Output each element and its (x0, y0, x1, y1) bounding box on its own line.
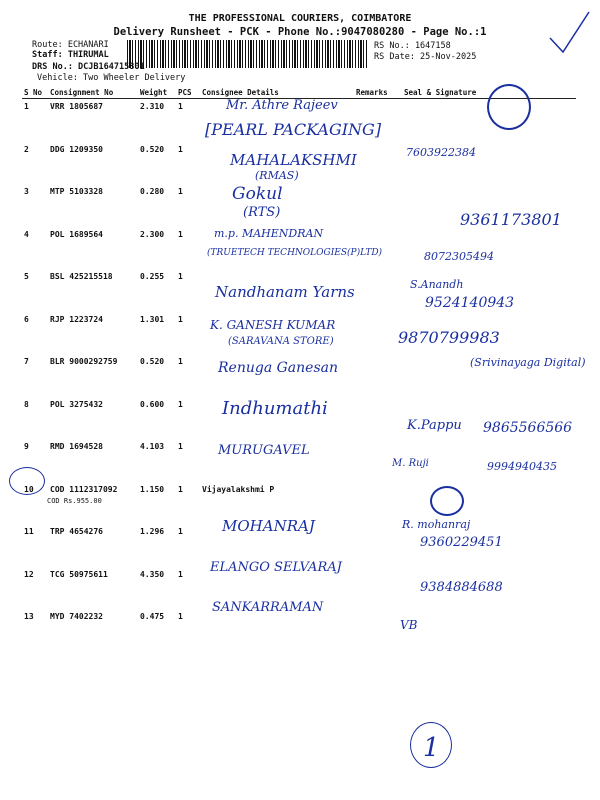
cell-weight: 0.255 (140, 272, 165, 281)
cell-remarks (354, 312, 402, 355)
cell-weight: 1.296 (140, 527, 165, 536)
hw-r9-name: MURUGAVEL (218, 443, 310, 458)
cell-weight: 2.310 (140, 102, 165, 111)
drs-number: DRS No.: DCJB164715801 (32, 62, 145, 72)
hw-r7-company: (Srivinayaga Digital) (470, 356, 586, 369)
cell-remarks (354, 524, 402, 567)
hw-r8-phone: 9865566566 (483, 420, 573, 436)
cell-sno: 10 (24, 484, 34, 494)
company-seal-stamp (487, 84, 531, 130)
cell-sno: 9 (24, 442, 29, 451)
cell-remarks (354, 354, 402, 397)
hw-r5-phone: 9524140943 (425, 295, 515, 311)
cell-sno: 12 (24, 569, 34, 579)
cell-weight: 0.520 (140, 357, 165, 366)
hw-r13-name: SANKARRAMAN (212, 600, 324, 615)
cell-sno: 1 (24, 102, 29, 111)
cell-weight: 0.280 (140, 187, 165, 196)
hw-r1-name: Mr. Athre Rajeev (226, 98, 338, 113)
cell-weight: 0.520 (140, 144, 165, 154)
check-mark (545, 8, 595, 58)
hw-r4-phone: 8072305494 (424, 250, 494, 263)
hw-r2-company: (RMAS) (255, 169, 299, 182)
cell-weight: 0.600 (140, 399, 165, 409)
col-weight: Weight (138, 86, 176, 99)
hw-r4-name: m.p. MAHENDRAN (214, 227, 324, 240)
hw-r6-phone: 9870799983 (398, 328, 500, 347)
cell-consignee: Vijayalakshmi P (202, 484, 275, 494)
hw-r12-phone: 9384884688 (420, 580, 503, 595)
cell-weight: 4.103 (140, 442, 165, 451)
cell-remarks (354, 269, 402, 312)
cell-pcs: 1 (178, 527, 183, 536)
cell-pcs: 1 (178, 229, 183, 239)
seal-stamp-row10 (430, 486, 464, 516)
col-pcs: PCS (176, 86, 200, 99)
cod-amount: COD Rs.955.00 (47, 497, 102, 505)
hw-r11-phone: 9360229451 (420, 535, 503, 550)
route: Route: ECHANARI (32, 40, 109, 50)
staff: Staff: THIRUMAL (32, 50, 109, 60)
hw-r9-signature: M. Ruji (392, 458, 429, 469)
cell-pcs: 1 (178, 484, 183, 494)
col-consignment: Consignment No (48, 86, 138, 99)
cell-consignee (200, 609, 354, 652)
vehicle: Vehicle: Two Wheeler Delivery (37, 73, 186, 83)
hw-r8-name: Indhumathi (222, 398, 328, 419)
cell-consignment: BLR 9000292759 (50, 357, 118, 366)
cell-weight: 2.300 (140, 229, 165, 239)
cell-remarks (354, 184, 402, 227)
cell-seal (402, 609, 576, 652)
hw-r6-name: K. GANESH KUMAR (210, 318, 336, 332)
hw-r2-name: MAHALAKSHMI (230, 151, 357, 169)
rs-number: RS No.: 1647158 (374, 41, 451, 51)
cell-sno: 8 (24, 399, 29, 409)
cell-consignment: VRR 1805687 (50, 102, 103, 111)
cell-consignment: MTP 5103328 (50, 187, 103, 196)
rs-date: RS Date: 25-Nov-2025 (374, 52, 477, 62)
cell-sno: 13 (24, 612, 34, 621)
cell-weight: 1.150 (140, 484, 165, 494)
cell-consignment: RMD 1694528 (50, 442, 103, 451)
hw-r5-name: Nandhanam Yarns (215, 283, 355, 301)
cell-consignment: POL 3275432 (50, 399, 103, 409)
cell-sno: 2 (24, 144, 29, 154)
cell-pcs: 1 (178, 102, 183, 111)
runsheet-subtitle: Delivery Runsheet - PCK - Phone No.:9047080280 - Page No.:1 (113, 26, 487, 38)
cell-remarks (354, 567, 402, 610)
cell-weight: 1.301 (140, 314, 165, 324)
hw-r3-phone: 9361173801 (460, 210, 562, 229)
col-remarks: Remarks (354, 86, 402, 99)
hw-r8-signature: K.Pappu (407, 418, 462, 433)
cell-sno: 11 (24, 527, 34, 536)
cell-pcs: 1 (178, 144, 183, 154)
hw-page-mark: 1 (423, 733, 440, 763)
cell-remarks (354, 482, 402, 525)
cell-consignment: POL 1689564 (50, 229, 103, 239)
hw-r9-phone: 9994940435 (487, 460, 557, 473)
cell-consignment: COD 1112317092 (50, 484, 118, 494)
cell-consignment: TRP 4654276 (50, 527, 103, 536)
cell-remarks (354, 609, 402, 652)
cell-consignment: BSL 425215518 (50, 272, 113, 281)
cell-pcs: 1 (178, 357, 183, 366)
hw-r3-name: Gokul (232, 184, 283, 204)
cell-sno: 7 (24, 357, 29, 366)
cell-consignment: TCG 50975611 (50, 569, 108, 579)
hw-r12-name: ELANGO SELVARAJ (210, 560, 342, 575)
cell-sno: 5 (24, 272, 29, 281)
cell-remarks (354, 397, 402, 440)
cell-pcs: 1 (178, 187, 183, 196)
cell-pcs: 1 (178, 272, 183, 281)
table-row (22, 609, 576, 652)
col-sno: S No (22, 86, 48, 99)
cell-weight: 0.475 (140, 612, 165, 621)
cell-consignment: MYD 7402232 (50, 612, 103, 621)
cell-pcs: 1 (178, 314, 183, 324)
cell-pcs: 1 (178, 442, 183, 451)
hw-r7-name: Renuga Ganesan (218, 360, 338, 376)
cell-pcs: 1 (178, 569, 183, 579)
hw-r11-name: MOHANRAJ (222, 517, 315, 535)
hw-r13-signature: VB (400, 618, 418, 632)
cell-pcs: 1 (178, 612, 183, 621)
cell-weight: 4.350 (140, 569, 165, 579)
row10-circle-mark (9, 467, 45, 495)
hw-r6-company: (SARAVANA STORE) (228, 336, 334, 347)
hw-r1-company: [PEARL PACKAGING] (205, 120, 382, 139)
company-title: THE PROFESSIONAL COURIERS, COIMBATORE (188, 13, 412, 24)
cell-sno: 6 (24, 314, 29, 324)
cell-sno: 3 (24, 187, 29, 196)
cell-pcs: 1 (178, 399, 183, 409)
hw-r1-phone: 7603922384 (406, 146, 476, 159)
cell-consignment: DDG 1209350 (50, 144, 103, 154)
cell-remarks (354, 142, 402, 185)
hw-r5-signature: S.Anandh (410, 278, 464, 291)
col-consignee: Consignee Details (200, 86, 354, 99)
col-seal: Seal & Signature (402, 86, 576, 99)
hw-r11-signature: R. mohanraj (402, 518, 471, 531)
hw-r3-company: (RTS) (243, 205, 281, 220)
barcode (127, 40, 367, 68)
cell-sno: 4 (24, 229, 29, 239)
hw-r4-company: (TRUETECH TECHNOLOGIES(P)LTD) (207, 248, 383, 258)
cell-consignment: RJP 1223724 (50, 314, 103, 324)
